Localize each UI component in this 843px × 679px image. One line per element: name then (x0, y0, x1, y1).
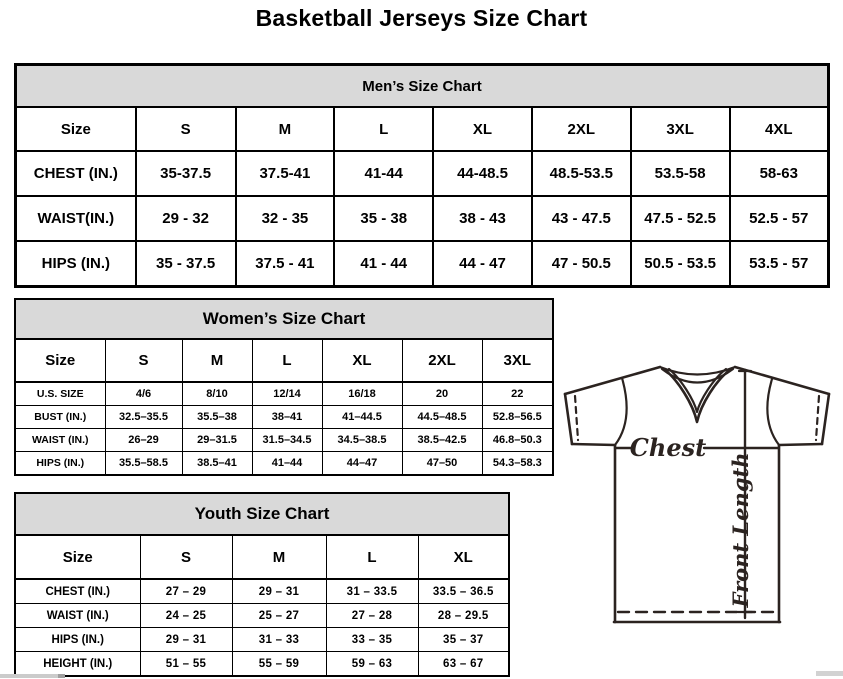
table-cell: 43 - 47.5 (532, 196, 631, 241)
table-cell: 26–29 (105, 429, 182, 452)
table-cell: 29 – 31 (232, 579, 326, 604)
table-cell: 44–47 (322, 452, 402, 476)
table-cell: 32 - 35 (236, 196, 335, 241)
table-cell: 35 - 38 (334, 196, 433, 241)
column-header: M (236, 107, 335, 151)
column-header: XL (418, 535, 509, 579)
table-cell: 28 – 29.5 (418, 604, 509, 628)
womens-size-table (14, 298, 554, 476)
table-cell: 52.5 - 57 (730, 196, 829, 241)
table-cell: 38.5–42.5 (402, 429, 482, 452)
table-row (16, 151, 829, 196)
table-cell: 38.5–41 (182, 452, 252, 476)
table-title: Men’s Size Chart (16, 65, 829, 108)
column-header: L (326, 535, 418, 579)
row-label: CHEST (IN.) (15, 579, 140, 604)
table-cell: 35 – 37 (418, 628, 509, 652)
table-cell: 29 – 31 (140, 628, 232, 652)
chest-label: Chest (629, 433, 707, 462)
row-label: HEIGHT (IN.) (15, 652, 140, 677)
row-label: WAIST(IN.) (16, 196, 136, 241)
table-cell: 16/18 (322, 382, 402, 406)
table-cell: 37.5-41 (236, 151, 335, 196)
column-header: 4XL (730, 107, 829, 151)
table-row (15, 382, 553, 406)
horizontal-scrollbar-fragment-left[interactable] (0, 674, 65, 678)
table-cell: 52.8–56.5 (482, 406, 553, 429)
table-cell: 35.5–58.5 (105, 452, 182, 476)
column-header: XL (322, 339, 402, 382)
row-label: HIPS (IN.) (15, 628, 140, 652)
table-cell: 53.5-58 (631, 151, 730, 196)
table-cell: 55 – 59 (232, 652, 326, 677)
table-cell: 24 – 25 (140, 604, 232, 628)
table-cell: 29 - 32 (136, 196, 236, 241)
front-length-label: Front Length (728, 452, 753, 608)
table-cell: 41 - 44 (334, 241, 433, 287)
table-cell: 44.5–48.5 (402, 406, 482, 429)
table-cell: 31 – 33.5 (326, 579, 418, 604)
table-cell: 50.5 - 53.5 (631, 241, 730, 287)
table-row (16, 241, 829, 287)
table-cell: 25 – 27 (232, 604, 326, 628)
column-header: M (182, 339, 252, 382)
table-cell: 33.5 – 36.5 (418, 579, 509, 604)
table-cell: 29–31.5 (182, 429, 252, 452)
column-header: Size (15, 535, 140, 579)
table-cell: 4/6 (105, 382, 182, 406)
table-cell: 27 – 29 (140, 579, 232, 604)
table-cell: 35.5–38 (182, 406, 252, 429)
table-cell: 38 - 43 (433, 196, 532, 241)
table-cell: 12/14 (252, 382, 322, 406)
table-cell: 22 (482, 382, 553, 406)
table-cell: 41-44 (334, 151, 433, 196)
table-title: Youth Size Chart (15, 493, 509, 535)
table-cell: 31 – 33 (232, 628, 326, 652)
table-cell: 8/10 (182, 382, 252, 406)
table-cell: 58-63 (730, 151, 829, 196)
row-label: WAIST (IN.) (15, 604, 140, 628)
row-label: CHEST (IN.) (16, 151, 136, 196)
scrollbar-thumb-edge[interactable] (58, 674, 65, 678)
row-label: HIPS (IN.) (15, 452, 105, 476)
table-cell: 54.3–58.3 (482, 452, 553, 476)
table-cell: 59 – 63 (326, 652, 418, 677)
page-title: Basketball Jerseys Size Chart (255, 5, 588, 31)
row-label: BUST (IN.) (15, 406, 105, 429)
table-row (15, 406, 553, 429)
table-cell: 35-37.5 (136, 151, 236, 196)
table-cell: 27 – 28 (326, 604, 418, 628)
table-row (15, 628, 509, 652)
row-label: U.S. SIZE (15, 382, 105, 406)
table-cell: 47 - 50.5 (532, 241, 631, 287)
horizontal-scrollbar-fragment-right[interactable] (816, 671, 843, 676)
row-label: HIPS (IN.) (16, 241, 136, 287)
column-header: XL (433, 107, 532, 151)
column-header: Size (16, 107, 136, 151)
table-cell: 41–44 (252, 452, 322, 476)
table-cell: 46.8–50.3 (482, 429, 553, 452)
table-cell: 51 – 55 (140, 652, 232, 677)
table-cell: 31.5–34.5 (252, 429, 322, 452)
column-header: M (232, 535, 326, 579)
table-cell: 53.5 - 57 (730, 241, 829, 287)
jersey-outline-drawing (558, 360, 840, 628)
mens-size-table (14, 63, 830, 288)
column-header: 3XL (631, 107, 730, 151)
column-header: 2XL (402, 339, 482, 382)
table-cell: 37.5 - 41 (236, 241, 335, 287)
table-cell: 63 – 67 (418, 652, 509, 677)
table-cell: 44-48.5 (433, 151, 532, 196)
table-row (15, 452, 553, 476)
table-cell: 35 - 37.5 (136, 241, 236, 287)
column-header: L (252, 339, 322, 382)
table-row (16, 196, 829, 241)
column-header: 2XL (532, 107, 631, 151)
column-header: S (105, 339, 182, 382)
table-row (15, 604, 509, 628)
jersey-measurement-diagram (558, 360, 840, 628)
table-cell: 34.5–38.5 (322, 429, 402, 452)
column-header: S (140, 535, 232, 579)
column-header: S (136, 107, 236, 151)
table-cell: 47.5 - 52.5 (631, 196, 730, 241)
table-cell: 33 – 35 (326, 628, 418, 652)
table-title: Women’s Size Chart (15, 299, 553, 339)
table-cell: 48.5-53.5 (532, 151, 631, 196)
table-cell: 41–44.5 (322, 406, 402, 429)
table-cell: 20 (402, 382, 482, 406)
table-cell: 32.5–35.5 (105, 406, 182, 429)
column-header: 3XL (482, 339, 553, 382)
column-header: Size (15, 339, 105, 382)
table-cell: 38–41 (252, 406, 322, 429)
table-cell: 44 - 47 (433, 241, 532, 287)
column-header: L (334, 107, 433, 151)
table-cell: 47–50 (402, 452, 482, 476)
table-row (15, 579, 509, 604)
row-label: WAIST (IN.) (15, 429, 105, 452)
youth-size-table (14, 492, 510, 677)
table-row (15, 652, 509, 677)
table-row (15, 429, 553, 452)
